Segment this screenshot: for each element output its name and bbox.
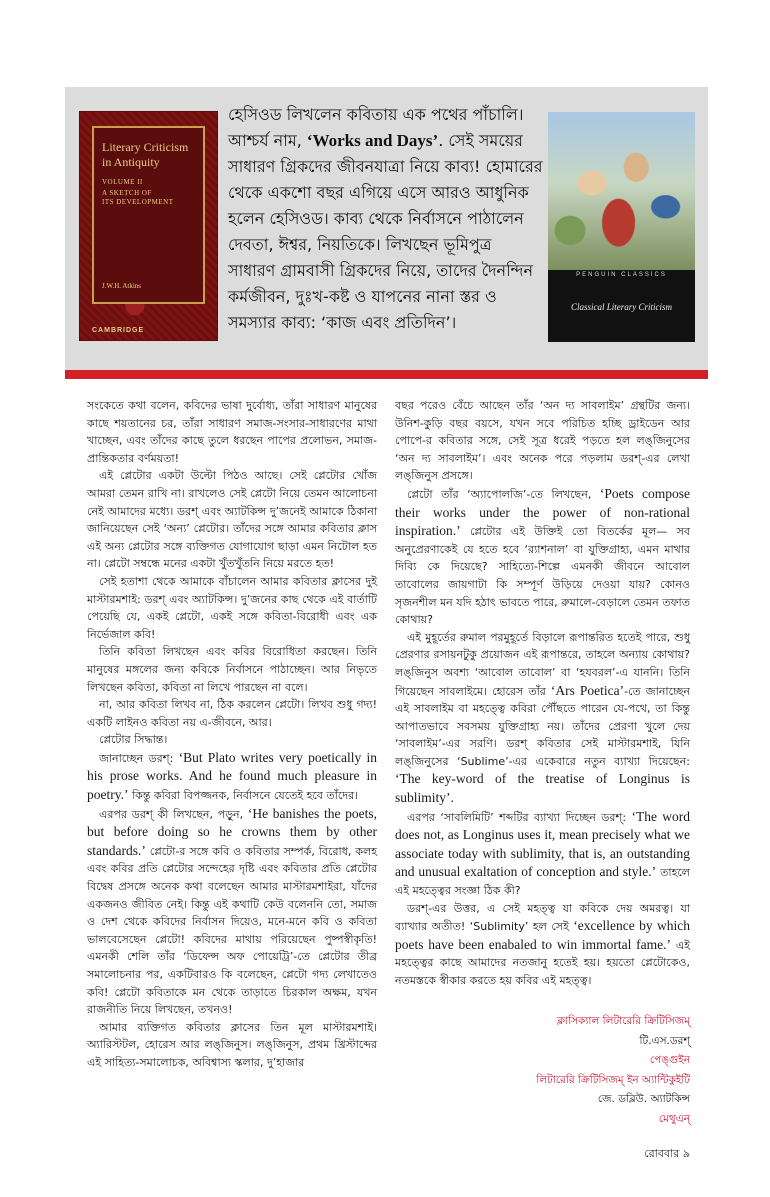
paragraph: না, আর কবিতা লিখব না, ঠিক করলেন প্লেটো। লিখব শুধু গদ্য! একটি লাইনও কবিতা নয় এ-জীবনে, আর।	[87, 698, 377, 729]
english-quote: ‘The key-word of the treatise of Longinus is sublimity’.	[395, 771, 690, 806]
reference-publisher: পেঙ্গুইন	[649, 1054, 690, 1066]
book-subtitle-line-2: ITS DEVELOPMENT	[102, 198, 174, 206]
references	[395, 1012, 690, 1129]
text: এই মহত্ত্বের কাছে আমাদের নতজানু হতেই হয়। হয়তো প্লেটোকেও, নতমস্তকে স্বীকার করতে হয় কবির এই মহত্ত্ব।	[395, 938, 690, 987]
reference-author: টি.এস.ডরশ্‌	[639, 1034, 690, 1047]
reference-author: জে. ডব্লিউ. অ্যাটকিন্স	[597, 1093, 690, 1105]
book-author: J.W.H. Atkins	[102, 282, 142, 290]
paragraph: সেই হতাশা থেকে আমাকে বাঁচালেন আমার কবিতার ক্লাসের দুই মাস্টারমশাই: ডরশ্‌ এবং অ্যাটকিন্স। দু’জনের কাছ থেকে এই বার্তাটি পেয়েছি যে, একই প্লেটো, একই সঙ্গে কবিতা-বিরোধী এবং এক নির্ভেজাল কবি!	[87, 574, 377, 641]
book-cover-literary-criticism-in-antiquity	[80, 112, 217, 340]
text: প্লেটো-র সঙ্গে কবি ও কবিতার সম্পর্ক, বিরোধ, কলহ এবং কবির প্রতি প্লেটোর সন্দেহের দৃষ্টি এবং কবিতার প্রতি প্লেটোর বিদ্বেষ প্রসঙ্গে অনেক কথা বলেছেন আমার মাস্টারমশাইরা, যাঁদের একজনও জীবিত নেই। কিন্তু এই কথাটি কেউ বলেননি তো, সমাজ ও দেশ থেকে কবিদের নির্বাসন দিয়েও, মনে-মনে কবি ও কবিতা ভালবেসেছেন প্লেটো! কবিদের মাথায় পরিয়েছেন পুষ্পস্বীকৃতি! এমনকী শেলি তাঁর ‘ডিফেন্স অফ পোয়েট্রি’-তে প্লেটোর তীব্র সমালোচনার পর, একটিবারও কি বলেছেন, প্লেটো গদ্য লেখাতেও কবি! প্লেটো কবিতাকে মন থেকে তাড়াতে চিরকাল অক্ষম, যখন রাজনীতি নিয়ে লিখছেন, তখনও!	[87, 844, 377, 1017]
article-column-2	[395, 397, 690, 990]
book-title-line-1: Literary Criticism	[102, 140, 189, 154]
english-quote: ‘excellence by which poets have been enabaled to win immortal fame.’	[395, 918, 690, 952]
page-folio: রোববার ৯	[644, 1147, 690, 1160]
english-quote: ‘Ars Poetica’	[550, 682, 625, 698]
text: এরপর ‘সাবলিমিটি’ শব্দটির ব্যাখ্যা দিচ্ছেন ডরশ্‌:	[407, 810, 632, 824]
text: প্লেটোর এই উক্তিই তো বিতর্কের মূল— সব অনুপ্রেরণাকেই যে হতে হবে ‘র‍্যাশনাল’ বা যুক্তিগ্রাহ্য, এমন মাথার দিব্যি কে দিয়েছে? সাহিত্যে-শিল্পে এমনকী জীবনে আবোল তাবোলের জায়গাটা কি সম্পূর্ণ উড়িয়ে দেওয়া যায়? কোনও সৃজনশীল মন যদি হঠাৎ ভাবতে পারে, রুমালে-বেড়ালে তেমন তফাত কোথায়?	[395, 525, 690, 627]
paragraph: বছর পরেও বেঁচে আছেন তাঁর ‘অন দ্য সাবলাইম’ গ্রন্থটির জন্য। উনিশ-কুড়ি বছর বয়সে, যখন সবে পরিচিত হচ্ছি ড্রাইডেন আর পোপে-র কবিতার সঙ্গে, সেই সূত্র ধরেই পড়তে হল লঙ্‌জিনুসের ‘অন দ্য সাবলাইম’। এবং অনেক পরে পড়লাম ডরশ্‌-এর লেখা লঙ্‌জিনুস প্রসঙ্গে।	[395, 399, 690, 483]
text: তাহলে এই মহত্ত্বের সংজ্ঞা ঠিক কী?	[395, 866, 690, 898]
text: জানাচ্ছেন ডরশ্‌:	[99, 751, 179, 765]
reference-title: ক্লাসিক্যাল লিটারেরি ক্রিটিসিজম্‌	[556, 1015, 690, 1027]
intro-blurb	[228, 102, 543, 336]
blurb-text-1: হেসিওড লিখলেন কবিতায় এক পথের পাঁচালি। আশ্চর্য নাম,	[228, 105, 524, 150]
paragraph: আমার ব্যক্তিগত কবিতার ক্লাসের তিন মূল মাস্টারমশাই। অ্যারিস্টটল, হোরেস আর লঙ্‌জিনুস। লঙ্‌জিনুস, প্রথম খ্রিস্টাব্দের এই সাহিত্য-সমালোচক, অবিশ্বাস্য স্কলার, দু’হাজার	[87, 1020, 377, 1069]
english-quote: ‘He banishes the poets, but before doing so he crowns them by other standards.’	[87, 805, 377, 858]
text: প্লেটো তাঁর ‘অ্যাপোলজি’-তে লিখছেন,	[407, 487, 600, 501]
english-quote: ‘The word does not, as Longinus uses it, mean precisely what we associate today with sublimity, that is, an outstanding and unusual exaltation of conception and style.’	[395, 808, 691, 880]
paragraph: এই প্লেটোর একটা উল্টো পিঠও আছে। সেই প্লেটোর খোঁজ আমরা তেমন রাখি না। রাখলেও সেই প্লেটো নিয়ে তেমন আলোচনা নেই আমাদের মধ্যে। ডরশ্‌ এবং অ্যাটকিন্স দু’জনেই আমাকে ঠিকানা জানিয়েছেন সেই ‘অন্য’ প্লেটোর। তাঁদের সঙ্গে আমার কবিতার ক্লাস এই অন্য প্লেটোর সঙ্গে ব্যক্তিগত যোগাযোগ ছাড়া এমন নিটোল হত না। প্লেটো সম্বন্ধে মনের একটা খুঁতখুঁতনি নিয়ে মরতে হত!	[87, 469, 377, 571]
text: এই মুহূর্তের রুমাল পরমুহূর্তে বিড়ালে রূপান্তরিত হতেই পারে, শুধু প্রেরণার রসায়নটুকু প্রয়োজন এই রূপান্তরে, তাহলে অন্যায় কোথায়? লঙ্‌জিনুস অবশ্য ‘আবোল তাবোল’ বা ‘হযবরল’-এ যাননি। তিনি গিয়েছেন সাবলাইমে। হোরেস তাঁর	[395, 630, 690, 698]
paragraph	[395, 808, 690, 900]
blurb-title-en: ‘Works and Days’	[306, 131, 439, 150]
section-divider	[65, 370, 708, 379]
book-publisher: CAMBRIDGE	[92, 327, 145, 334]
book-cover-panel	[92, 126, 205, 304]
english-quote: ‘But Plato writes very poetically in his prose works. And he found much pleasure in poetry.’	[87, 749, 377, 803]
reference-title: লিটারেরি ক্রিটিসিজম্‌ ইন অ্যান্টিকুইটি	[536, 1073, 690, 1086]
text: কিন্তু কবিরা বিপজ্জনক, নির্বাসনে যেতেই হবে তাঁদের।	[128, 789, 359, 803]
english-quote: ‘Poets compose their works under the power of non-rational inspiration.’	[395, 485, 690, 539]
paragraph: প্লেটোর সিদ্ধান্ত।	[99, 733, 168, 747]
book-title-line-2: in Antiquity	[102, 155, 160, 169]
book-volume: VOLUME II	[102, 178, 143, 186]
article-column-1	[87, 397, 377, 1072]
book-cover-classical-literary-criticism	[548, 112, 695, 342]
paragraph: তিনি কবিতা লিখছেন এবং কবির বিরোধিতা করছেন। তিনি মানুষের মঙ্গলের জন্য কবিকে নির্বাসনে পাঠাচ্ছেন। আর নিভৃতে লিখছেন কবিতা, কবিতা না লিখে পারছেন না বলে।	[87, 645, 377, 694]
text: ডরশ্‌-এর উত্তর, এ সেই মহত্ত্ব যা কবিকে দেয় অমরত্ব। যা ব্যাখ্যার অতীত! ‘Sublimity’ হল সেই	[395, 901, 690, 934]
blurb-text-2: . সেই সময়ের সাধারণ গ্রিকদের জীবনযাত্রা নিয়ে কাব্য! হোমারের থেকে একশো বছর এগিয়ে এসে আরও আধুনিক হলেন হেসিওড। কাব্য থেকে নির্বাসনে পাঠালেন দেবতা, ঈশ্বর, নিয়তিকে। লিখছেন ভূমিপুত্র সাধারণ গ্রামবাসী গ্রিকদের নিয়ে, তাদের দৈনন্দিন কর্মজীবন, দুঃখ-কষ্ট ও যাপনের নানা স্তর ও সমস্যার কাব্য: ‘কাজ এবং প্রতিদিন’।	[228, 131, 543, 332]
text: -তে জানাচ্ছেন এই সাবলাইম বা মহত্ত্বে কবিরা পৌঁছতে পারেন যে-পথে, তা কিন্তু আপাতভাবে সবসময় যুক্তিগ্রাহ্য নয়। তাঁদের প্রেরণা খুলে দেয় ‘সাবলাইম’-এর সরণি। ডরশ্‌ কবিতার সেই মাস্টারমশাই, যিনি লঙ্‌জিনুসের ‘Sublime’-এর একেবারে নতুন ব্যাখ্যা দিয়েছেন:	[395, 684, 690, 768]
paragraph	[395, 629, 690, 808]
book-subtitle-line-1: A SKETCH OF	[102, 189, 152, 197]
paragraph	[87, 805, 377, 1019]
paragraph	[395, 900, 690, 990]
cover-painting-image	[548, 112, 695, 270]
paragraph: সংকেতে কথা বলেন, কবিদের ভাষা দুর্বোধ্য, তাঁরা সাধারণ মানুষের কাছে শয়তানের চর, তাঁরা সাধারণ সমাজ-সংসার-সাধারণের মাথা খাচ্ছেন, এবং তাঁদের কাছে তুলে ধরছেন পাপের প্রলোভন, সমাজ-প্রান্তিকতার বর্ণময়তা!	[87, 399, 377, 465]
paragraph	[395, 485, 690, 629]
reference-publisher: মেথুএন্‌	[658, 1112, 690, 1125]
book-title: Classical Literary Criticism	[570, 302, 672, 312]
book-publisher: PENGUIN CLASSICS	[576, 272, 667, 278]
text: এরপর ডরশ্‌ কী লিখছেন, পড়ুন,	[99, 807, 248, 821]
paragraph	[87, 749, 377, 805]
